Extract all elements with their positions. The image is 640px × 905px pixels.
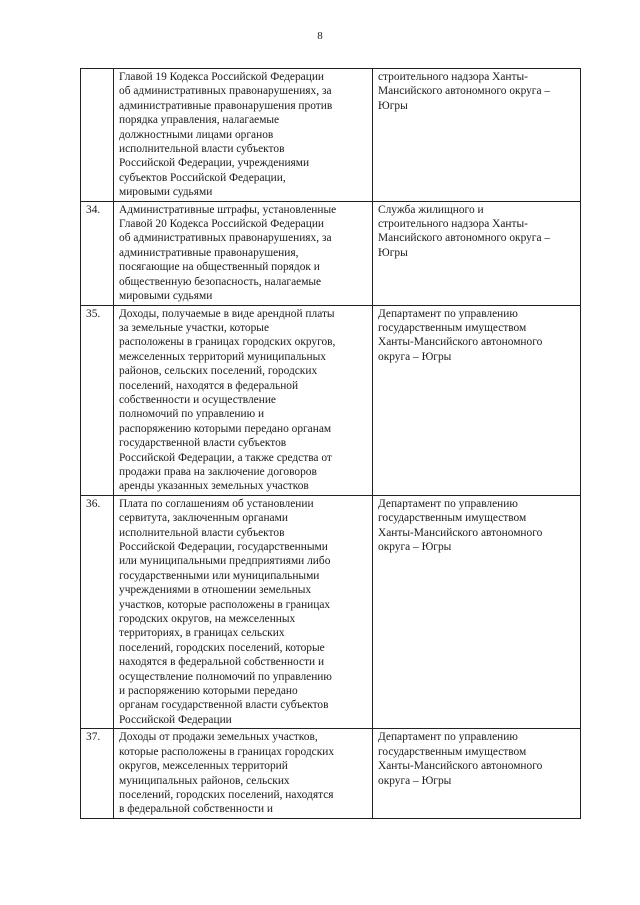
row-administrator: Департамент по управлению государственным имуществом Ханты-Мансийского автономного округа – Югры [373, 495, 581, 729]
page-number: 8 [317, 30, 323, 42]
row-number: 36. [81, 495, 114, 729]
row-description: Административные штрафы, установленные Главой 20 Кодекса Российской Федерации об административных правонарушениях, за административные правонарушения, посягающие на общественный порядок и общественную безопасность, налагаемые мировыми судьями [114, 201, 373, 305]
row-description: Плата по соглашениям об установлении сервитута, заключенным органами исполнительной власти субъектов Российской Федерации, государственными или муниципальными предприятиями либо государственными или муниципальными учреждениями в отношении земельных участков, которые расположены в границах городских округов, на межселенных территориях, в границах сельских поселений, городских поселений, которые находятся в федеральной собственности и осуществление полномочий по управлению и распоряжению которыми передано органам государственной власти субъектов Российской Федерации [114, 495, 373, 729]
row-description: Главой 19 Кодекса Российской Федерации об административных правонарушениях, за административные правонарушения против порядка управления, налагаемые должностными лицами органов исполнительной власти субъектов Российской Федерации, учреждениями субъектов Российской Федерации, мировыми судьями [114, 69, 373, 202]
row-administrator: Департамент по управлению государственным имуществом Ханты-Мансийского автономного округа – Югры [373, 305, 581, 495]
row-description: Доходы, получаемые в виде арендной платы за земельные участки, которые расположены в границах городских округов, межселенных территорий муниципальных районов, сельских поселений, городских поселений, находятся в федеральной собственности и осуществление полномочий по управлению и распоряжению которыми передано органам государственной власти субъектов Российской Федерации, а также средства от продажи права на заключение договоров аренды указанных земельных участков [114, 305, 373, 495]
row-administrator: Служба жилищного и строительного надзора Ханты- Мансийского автономного округа – Югры [373, 201, 581, 305]
row-number: 35. [81, 305, 114, 495]
row-description: Доходы от продажи земельных участков, которые расположены в границах городских округов, межселенных территорий муниципальных районов, сельских поселений, городских поселений, находятся в федеральной собственности и [114, 729, 373, 818]
row-number: 34. [81, 201, 114, 305]
row-number: 37. [81, 729, 114, 818]
revenue-table [80, 68, 581, 819]
table-row [81, 201, 581, 305]
row-administrator: строительного надзора Ханты- Мансийского автономного округа – Югры [373, 69, 581, 202]
row-administrator: Департамент по управлению государственным имуществом Ханты-Мансийского автономного округа – Югры [373, 729, 581, 818]
table-row [81, 69, 581, 202]
row-number [81, 69, 114, 202]
table-row [81, 305, 581, 495]
table-row [81, 729, 581, 818]
table-row [81, 495, 581, 729]
